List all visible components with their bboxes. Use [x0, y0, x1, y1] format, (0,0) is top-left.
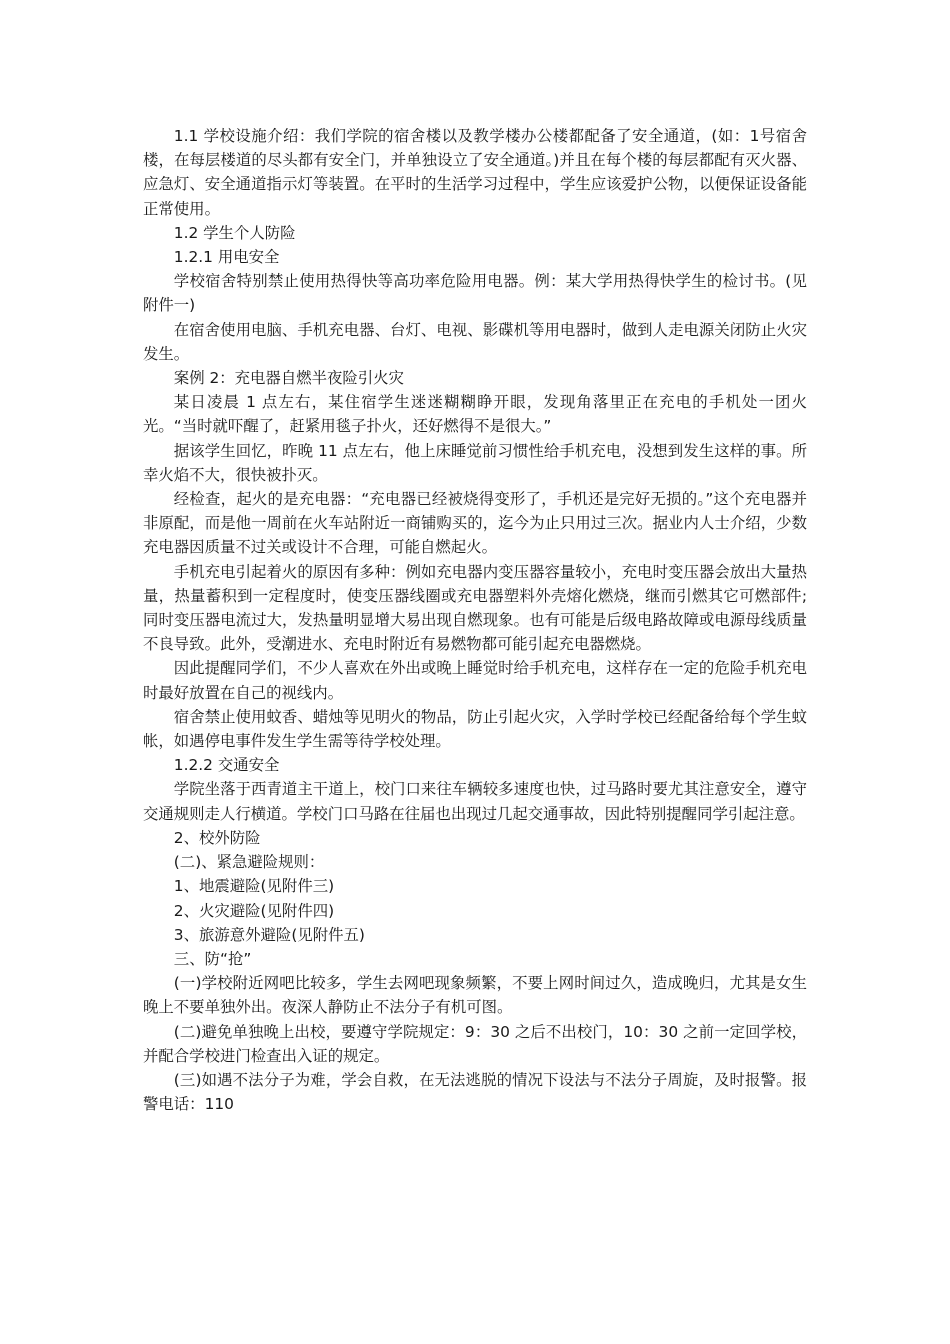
- paragraph-facilities: 1.1 学校设施介绍：我们学院的宿舍楼以及教学楼办公楼都配备了安全通道，(如：1号宿舍楼，在每层楼道的尽头都有安全门，并单独设立了安全通道。)并且在每个楼的每层都配有灭火器、应急灯、安全通道指示灯等装置。在平时的生活学习过程中，学生应该爱护公物，以便保证设备能正常使用。: [143, 127, 807, 218]
- heading-case-2: 案例 2：充电器自燃半夜险引火灾: [173, 369, 404, 388]
- heading-personal-safety: 1.2 学生个人防险: [173, 223, 296, 242]
- list-item-fire: 2、火灾避险(见附件四): [173, 901, 335, 920]
- paragraph-open-flame-ban: 宿舍禁止使用蚊香、蜡烛等见明火的物品，防止引起火灾，入学时学校已经配备给每个学生蚊帐，如遇停电事件发生学生需等待学校处理。: [143, 707, 807, 751]
- list-item-travel: 3、旅游意外避险(见附件五): [173, 925, 365, 944]
- paragraph-traffic: 学院坐落于西青道主干道上，校门口来往车辆较多速度也快，过马路时要尤其注意安全，遵守交通规则走人行横道。学校门口马路在往届也出现过几起交通事故，因此特别提醒同学引起注意。: [143, 780, 807, 823]
- paragraph-case-recall: 据该学生回忆，昨晚 11 点左右，他上床睡觉前习惯性给手机充电，没想到发生这样的事。所幸火焰不大，很快被扑灭。: [143, 441, 807, 484]
- paragraph-appliance-use: 在宿舍使用电脑、手机充电器、台灯、电视、影碟机等用电器时，做到人走电源关闭防止火灾发生。: [143, 320, 807, 363]
- heading-emergency-rules: (二)、紧急避险规则：: [173, 853, 325, 872]
- paragraph-case-incident: 某日凌晨 1 点左右，某住宿学生迷迷糊糊睁开眼，发现角落里正在充电的手机处一团火光。“当时就吓醒了，赶紧用毯子扑火，还好燃得不是很大。”: [143, 393, 807, 436]
- paragraph-self-rescue: (三)如遇不法分子为难，学会自救，在无法逃脱的情况下设法与不法分子周旋，及时报警。报警电话：110: [143, 1070, 807, 1114]
- document-body: [143, 124, 807, 1116]
- paragraph-fire-causes: 手机充电引起着火的原因有多种：例如充电器内变压器容量较小，充电时变压器会放出大量热量，热量蓄积到一定程度时，使变压器线圈或充电器塑料外壳熔化燃烧，继而引燃其它可燃部件;同时变压器电流过大，发热量明显增大易出现自燃现象。也有可能是后级电路故障或电源母线质量不良导致。此外，受潮进水、充电时附近有易燃物都可能引起充电器燃烧。: [143, 562, 807, 654]
- heading-traffic-safety: 1.2.2 交通安全: [173, 756, 280, 775]
- list-item-earthquake: 1、地震避险(见附件三): [173, 877, 335, 896]
- paragraph-reminder: 因此提醒同学们，不少人喜欢在外出或晚上睡觉时给手机充电，这样存在一定的危险手机充电时最好放置在自己的视线内。: [143, 659, 807, 702]
- heading-off-campus: 2、校外防险: [173, 828, 261, 847]
- heading-electrical-safety: 1.2.1 用电安全: [173, 248, 280, 267]
- paragraph-case-inspection: 经检查，起火的是充电器：“充电器已经被烧得变形了，手机还是完好无损的。”这个充电器并非原配，而是他一周前在火车站附近一商铺购买的，迄今为止只用过三次。据业内人士介绍，少数充电器因质量不过关或设计不合理，可能自燃起火。: [143, 490, 807, 557]
- paragraph-high-power-ban: 学校宿舍特别禁止使用热得快等高功率危险用电器。例：某大学用热得快学生的检讨书。(见附件一): [143, 272, 807, 315]
- paragraph-internet-cafe: (一)学校附近网吧比较多，学生去网吧现象频繁，不要上网时间过久，造成晚归，尤其是女生晚上不要单独外出。夜深人静防止不法分子有机可图。: [143, 974, 807, 1017]
- heading-anti-robbery: 三、防“抢”: [173, 949, 252, 968]
- paragraph-night-rules: (二)避免单独晚上出校，要遵守学院规定：9：30 之后不出校门，10：30 之前一定回学校，并配合学校进门检查出入证的规定。: [143, 1022, 807, 1065]
